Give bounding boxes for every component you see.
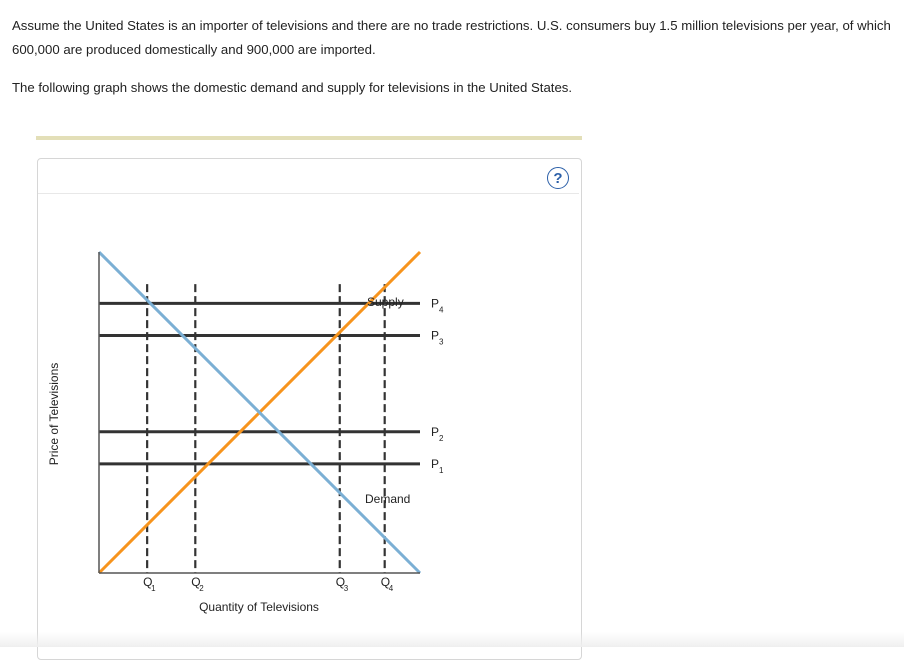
quantity-label-q3: Q xyxy=(335,575,346,589)
price-sub-p4: 4 xyxy=(439,305,444,315)
y-axis-title: Price of Televisions xyxy=(47,362,61,466)
price-label-p3: P xyxy=(431,328,440,343)
graph-intro: The following graph shows the domestic demand and supply for televisions in the United States. xyxy=(12,80,573,95)
quantity-label-q1: Q xyxy=(143,575,153,589)
quantity-label-q2: Q xyxy=(191,575,201,589)
quantity-sub-q1: 1 xyxy=(151,584,156,593)
price-sub-p3: 3 xyxy=(439,337,444,347)
price-label-p2: P xyxy=(431,424,440,439)
help-label: ? xyxy=(553,169,563,187)
quantity-sub-q3: 3 xyxy=(343,584,349,593)
price-label-p4: P xyxy=(431,296,440,311)
question-intro: Assume the United States is an importer of televisions and there are no trade restrictions. U.S. consumers buy 1.5 million televisions per year, of which 600,000 are produced domestically and 900,000 are imported. xyxy=(12,18,891,57)
demand-label: Demand xyxy=(365,492,411,506)
quantity-sub-q2: 2 xyxy=(199,584,204,593)
price-sub-p1: 1 xyxy=(439,465,444,475)
quantity-sub-q4: 4 xyxy=(388,584,394,593)
supply-label: Supply xyxy=(367,295,404,309)
x-axis-title: Quantity of Televisions xyxy=(199,600,319,614)
price-label-p1: P xyxy=(431,456,440,471)
price-sub-p2: 2 xyxy=(439,433,444,443)
bottom-fade xyxy=(0,632,904,647)
quantity-label-q4: Q xyxy=(380,575,391,589)
